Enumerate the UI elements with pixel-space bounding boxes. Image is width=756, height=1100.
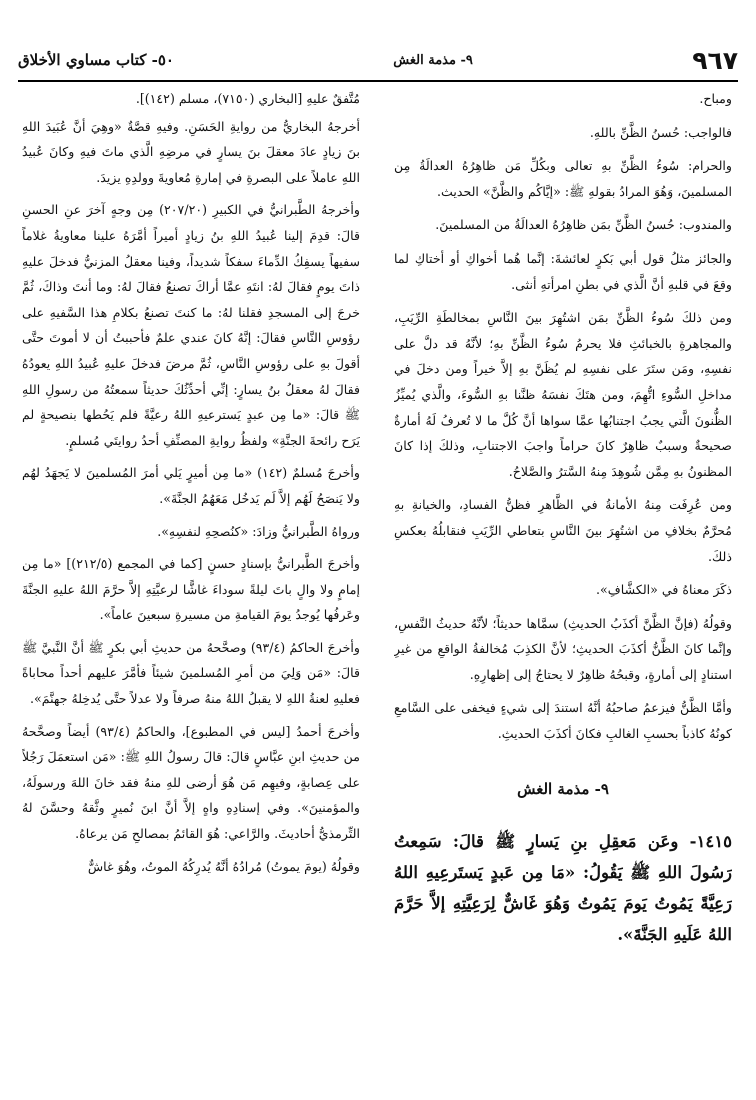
paragraph: مُتَّفقٌ عليهِ [البخاري (٧١٥٠)، مسلم (١٤٢)]. [135,91,360,106]
paragraph: ذكَرَ معناهُ في «الكشَّافِ». [596,582,732,598]
paragraph: أخرجهُ البخاريُّ من روايةِ الحَسَنِ. وفيهِ قصَّةٌ «وهِيَ أنَّ عُبَيدَ اللهِ بنَ زيادٍ عادَ معقلَ بنَ يسارٍ في مرضِهِ الَّذي ماتَ فيهِ وكانَ عُبيدُ اللهِ عاملاً على البصرةِ في إمارةِ مُعاويةَ وولدِهِ يزيدَ. [22,118,360,185]
right-column [394,86,732,1080]
paragraph: ورواهُ الطَّبرانيُّ وزادَ: «كنُصحِهِ لنفسِهِ». [157,523,360,539]
page-header [18,40,738,82]
paragraph: وأخرجَ مُسلمٌ (١٤٢) «ما مِن أميرٍ يَلي أمرَ المُسلمينَ لا يَجهَدُ لهُم ولا يَنصَحُ لَهُم إلاَّ لَم يَدخُل مَعَهُمُ الجنَّةَ». [22,465,360,506]
paragraph: والمندوب: حُسنُ الظَّنِّ بمَن ظاهِرُهُ العدالَةُ من المسلمينَ. [435,217,732,233]
running-book-title: ٥٠- كتاب مساوي الأخلاق [18,51,174,69]
paragraph: وقولُهُ (فإنَّ الظَّنَّ أكذَبُ الحديثِ) سمَّاها حديثاً؛ لأنَّهُ حديثُ النَّفسِ، وإنَّما كانَ الظَّنُّ أكذَبَ الحديثِ؛ لأنَّ الكذِبَ مُخالفةُ الواقعِ من غيرِ استنادٍ إلى أمارةٍ، وقبحُهُ ظاهِرٌ لا يحتاجُ إلى إظهارِهِ. [394,615,732,682]
paragraph: والحرام: سُوءُ الظَّنِّ بهِ تعالى وبكُلِّ مَن ظاهِرُهُ العدالَةُ مِن المسلمينَ، وَهُوَ المرادُ بقولهِ ﷺ: «إيَّاكُم والظَّنَّ» الحديث. [394,158,732,199]
section-heading: ٩- مذمة الغش [517,779,609,798]
paragraph: فالواجب: حُسنُ الظَّنِّ باللهِ. [589,124,732,140]
page-number: ٩٦٧ [692,45,738,75]
paragraph: وأخرجَ أحمدُ [ليس في المطبوع]، والحاكمُ (٩٣/٤) أيضاً وصحَّحهُ من حديثِ ابنِ عبَّاسٍ قالَ: قالَ رسولُ اللهِ ﷺ: «مَن استعمَلَ رَجُلاً على عِصابةٍ، وفيهِم مَن هُوَ أرضى للهِ منهُ فقد خانَ اللهَ ورسولَهُ، والمؤمنينَ». وفي إسنادِهِ واهٍ إلاَّ أنَّ ابنَ نُميرٍ وثَّقهُ وحسَّنَ لهُ التِّرمذيُّ أحاديثَ. والرَّاعي: هُوَ القائمُ بمصالحِ مَن يرعاهُ. [22,723,360,842]
paragraph: وقولُهُ (يومَ يموتُ) مُرادُهُ أنَّهُ يُدرِكُهُ الموتُ، وهُوَ غاشٌّ [87,858,360,874]
left-column [22,86,360,1080]
paragraph: وأخرجهُ الطَّبرانيُّ في الكبيرِ (٢٠٧/٢٠) مِن وجهٍ آخرَ عنِ الحسنِ قالَ: قدِمَ إلينا عُبيدُ اللهِ بنُ زيادٍ أميراً أمَّرَهُ علينا معاويةُ غلاماً سفيهاً يسفِكُ الدِّماءَ سفكاً شديداً، وفينا معقلُ المزنيُّ فدخلَ عليهِ ذاتَ يومٍ فقالَ لهُ: انتَهِ عمَّا أراكَ تصنعُ فقالَ لهُ: وما أنتَ وذاكَ، ثُمَّ خرجَ إلى المسجدِ فقلنا لهُ: ما كنتَ تصنعُ بكلامِ هذا السَّفيهِ على رؤوسِ النَّاسِ فقالَ: إنَّهُ كانَ عندي علمٌ فأحببتُ أن لا أموتَ حتَّى أقولَ بهِ على رؤوسِ النَّاسِ، ثُمَّ مرضَ فدخلَ عليهِ عُبيدُ اللهِ يعودُهُ فقالَ لهُ معقلُ بنُ يسارٍ: إنِّي أحدِّثُكَ حديثاً سمعتُهُ من رسولِ اللهِ ﷺ قالَ: «ما مِن عبدٍ يَسترعيهِ اللهُ رعيَّةً فلم يَحُطها بنصيحةٍ لم يَرَح رائحةَ الجنَّةِ» ولفظُ روايةِ المصنِّفِ أحدُ روايتَي مُسلمٍ. [22,202,360,448]
paragraph: ومن عُرِفَت مِنهُ الأمانةُ في الظَّاهرِ فظنُّ الفسادِ، والخيانةِ بهِ مُحرَّمٌ بخلافِ من اشتُهِرَ بينَ النَّاسِ بتعاطي الرِّيَبِ فنقابلُهُ بعكسِ ذلكَ. [394,497,732,564]
paragraph: وأخرجَ الحاكمُ (٩٣/٤) وصحَّحهُ من حديثِ أبي بكرٍ ﷺ أنَّ النَّبيَّ ﷺ قالَ: «مَن وَلِيَ من أمرِ المُسلمينَ شيئاً فأمَّرَ عليهم أحداً محاباةً فعليهِ لعنةُ اللهِ لا يقبلُ اللهُ منهُ صرفاً ولا عدلاً حتَّى يُدخِلهُ جهنَّمَ». [22,639,360,707]
paragraph: ومن ذلكَ سُوءُ الظَّنِّ بمَن اشتُهِرَ بينَ النَّاسِ بمخالطَةِ الرِّيَبِ، والمجاهرةِ بالخبائثِ فلا يحرمُ سُوءُ الظَّنِّ بهِ؛ لأنَّهُ قد دلَّ على نفسِهِ، ومَن ستَرَ على نفسِهِ لم يُظَنَّ بهِ إلاَّ خيراً ومن دخلَ في مداخلِ السُّوءِ اتُّهِمَ، ومن هتَكَ نفسَهُ ظنَّنا بهِ السُّوءَ، والَّذي يُميِّزُ الظُّنونَ الَّتي يجبُ اجتنابُها عمَّا سواها أنَّ كُلَّ ما لا تُعرفُ لَهُ أمارةٌ صحيحةٌ وسببٌ ظاهِرٌ كانَ حراماً واجبَ الاجتنابِ، وذلكَ إذا كانَ المظنونُ بهِ مِمَّن شُوهِدَ مِنهُ السَّترُ والصَّلاحُ. [394,310,732,479]
hadith-text: ١٤١٥- وعَن مَعقِلِ بنِ يَسارٍ ﷺ قالَ: سَمِعتُ رَسُولَ اللهِ ﷺ يَقُولُ: «مَا مِن عَبدٍ يَستَرعِيهِ اللهُ رَعِيَّةً يَمُوتُ يَومَ يَمُوتُ وَهُوَ غَاشٌّ لِرَعِيَّتِهِ إلاَّ حَرَّمَ اللهُ عَلَيهِ الجَنَّةَ». [394,832,732,945]
paragraph: وأمَّا الظَّنُّ فيزعمُ صاحبُهُ أنَّهُ استندَ إلى شيءٍ فيخفى على السَّامعِ كونُهُ كاذباً بحسبِ الغالبِ فكانَ أكذَبَ الحديثِ. [394,700,732,742]
paragraph: والجائز مثلُ قول أبي بَكرٍ لعائشةَ: إنَّما هُما أخواكِ أو أختاكِ لما وقعَ في قلبهِ أنَّ الَّذي في بطنِ امرأتهِ أنثى. [394,250,732,292]
paragraph: وأخرجَ الطَّبرانيُّ بإسنادٍ حسنٍ [كما في المجمع (٢١٢/٥)] «ما مِن إمامٍ ولا والٍ باتَ ليلةً سوداءَ غاشًّا لرعيَّتِهِ إلاَّ حرَّمَ اللهُ عليهِ الجنَّةَ وعَرفُها يُوجدُ يومَ القيامةِ من مسيرةِ سبعينَ عاماً». [22,556,360,623]
paragraph: ومباح. [699,91,732,106]
running-section-title: ٩- مذمة الغش [393,52,473,68]
